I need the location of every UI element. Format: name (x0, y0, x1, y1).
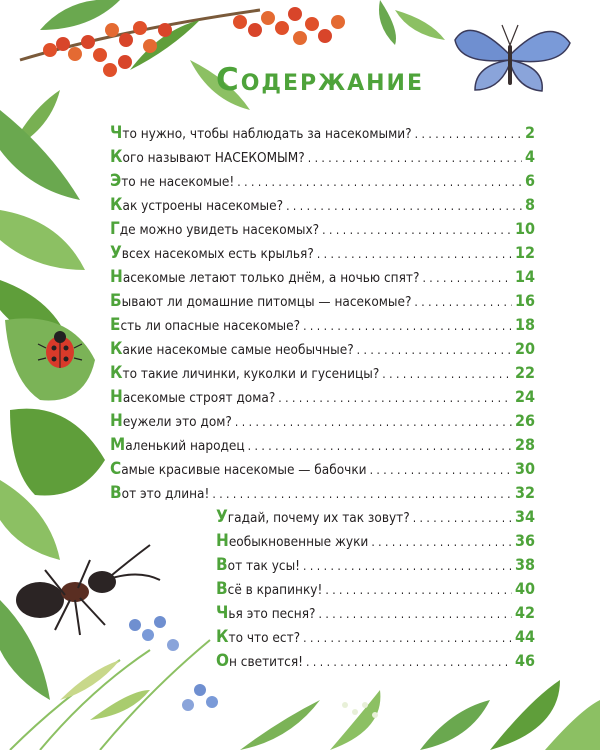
page-number: 40 (514, 579, 535, 598)
page-number: 36 (514, 531, 535, 550)
entry-title: ывают ли домашние питомцы — насекомые? (121, 294, 412, 310)
toc-entry[interactable] (216, 651, 535, 673)
entry-title: амые красивые насекомые — бабочки (121, 462, 367, 478)
leader-dots (235, 415, 512, 429)
page-number: 20 (514, 339, 535, 358)
page-number: 38 (514, 555, 535, 574)
entry-title: сть ли опасные насекомые? (120, 318, 301, 334)
leader-dots (237, 175, 522, 189)
leader-dots (413, 511, 512, 525)
toc-entry[interactable] (216, 603, 535, 625)
page-number: 10 (514, 219, 535, 238)
entry-initial: Е (110, 315, 121, 335)
page-number: 42 (514, 603, 535, 622)
page-number: 4 (524, 147, 535, 166)
page-number: 8 (524, 195, 535, 214)
leader-dots (325, 583, 512, 597)
page-title: Содержание (215, 62, 424, 98)
entry-title: еужели это дом? (122, 414, 232, 430)
entry-title: ья это песня? (228, 606, 316, 622)
entry-title: всех насекомых есть крылья? (121, 246, 314, 262)
leader-dots (382, 367, 512, 381)
entry-title: асекомые строят дома? (122, 390, 276, 406)
leader-dots (422, 271, 512, 285)
leader-dots (303, 631, 512, 645)
entry-title: еобыкновенные жуки (228, 534, 369, 550)
entry-initial: Н (216, 531, 229, 551)
page-number: 32 (514, 483, 535, 502)
page-number: 12 (514, 243, 535, 262)
entry-initial: М (110, 435, 126, 455)
entry-initial: У (110, 243, 122, 263)
toc-entry[interactable] (110, 315, 535, 337)
toc-entry[interactable] (110, 411, 535, 433)
page-number: 30 (514, 459, 535, 478)
entry-initial: У (216, 507, 228, 527)
toc-entry[interactable] (110, 267, 535, 289)
entry-initial: Ч (110, 123, 123, 143)
leader-dots (212, 487, 512, 501)
entry-title: ого называют НАСЕКОМЫМ? (122, 150, 305, 166)
page-number: 16 (514, 291, 535, 310)
entry-title: то нужно, чтобы наблюдать за насекомыми? (122, 126, 412, 142)
entry-title: асекомые летают только днём, а ночью спят? (122, 270, 420, 286)
entry-initial: К (216, 627, 229, 647)
page-number: 34 (514, 507, 535, 526)
toc-entry[interactable] (110, 195, 535, 217)
leader-dots (248, 439, 512, 453)
entry-initial: К (110, 339, 123, 359)
entry-initial: В (216, 579, 228, 599)
entry-initial: О (216, 651, 229, 671)
leader-dots (357, 343, 512, 357)
page-number: 14 (514, 267, 535, 286)
leader-dots (317, 247, 512, 261)
entry-title: гадай, почему их так зовут? (227, 510, 410, 526)
page-number: 18 (514, 315, 535, 334)
leader-dots (278, 391, 512, 405)
leader-dots (306, 655, 512, 669)
leader-dots (319, 607, 512, 621)
entry-initial: Ч (216, 603, 229, 623)
entry-title: от это длина! (121, 486, 210, 502)
leader-dots (414, 295, 512, 309)
entry-initial: К (110, 195, 123, 215)
toc-entry[interactable] (216, 507, 535, 529)
entry-title: то такие личинки, куколки и гусеницы? (122, 366, 380, 382)
toc-entry[interactable] (216, 555, 535, 577)
page-number: 46 (514, 651, 535, 670)
page-number: 26 (514, 411, 535, 430)
leader-dots (286, 199, 522, 213)
entry-initial: Г (110, 219, 120, 239)
toc-entry[interactable] (110, 363, 535, 385)
leader-dots (370, 463, 512, 477)
page-number: 2 (524, 123, 535, 142)
toc-entry[interactable] (110, 147, 535, 169)
toc-entry[interactable] (110, 219, 535, 241)
toc-entry[interactable] (216, 627, 535, 649)
toc-entry[interactable] (110, 243, 535, 265)
entry-title: аленький народец (125, 438, 245, 454)
entry-initial: Н (110, 267, 123, 287)
entry-initial: Н (110, 387, 123, 407)
toc-entry[interactable] (110, 387, 535, 409)
entry-title: н светится! (229, 654, 303, 670)
page-number: 44 (514, 627, 535, 646)
page-number: 22 (514, 363, 535, 382)
leader-dots (303, 319, 512, 333)
page-number: 28 (514, 435, 535, 454)
entry-title: акие насекомые самые необычные? (122, 342, 354, 358)
entry-initial: В (110, 483, 122, 503)
toc-entry[interactable] (110, 123, 535, 145)
entry-initial: В (216, 555, 228, 575)
entry-title: от так усы! (227, 558, 301, 574)
leader-dots (303, 559, 512, 573)
entry-title: то не насекомые! (121, 174, 235, 190)
entry-title: сё в крапинку! (227, 582, 323, 598)
leader-dots (308, 151, 522, 165)
entry-initial: С (110, 459, 122, 479)
entry-initial: К (110, 147, 123, 167)
toc-entry[interactable] (216, 579, 535, 601)
leader-dots (415, 127, 522, 141)
entry-title: де можно увидеть насекомых? (119, 222, 320, 238)
toc-entry[interactable] (110, 435, 535, 457)
toc-entry[interactable] (110, 339, 535, 361)
entry-initial: Н (110, 411, 123, 431)
page-number: 24 (514, 387, 535, 406)
page-number: 6 (524, 171, 535, 190)
leader-dots (371, 535, 512, 549)
toc-entry[interactable] (110, 171, 535, 193)
toc-entry[interactable] (110, 291, 535, 313)
toc-entry[interactable] (110, 459, 535, 481)
entry-initial: К (110, 363, 123, 383)
entry-title: ак устроены насекомые? (122, 198, 284, 214)
entry-title: то что ест? (228, 630, 301, 646)
entry-initial: Б (110, 291, 122, 311)
toc-entry[interactable] (110, 483, 535, 505)
toc-entry[interactable] (216, 531, 535, 553)
entry-initial: Э (110, 171, 122, 191)
leader-dots (322, 223, 512, 237)
